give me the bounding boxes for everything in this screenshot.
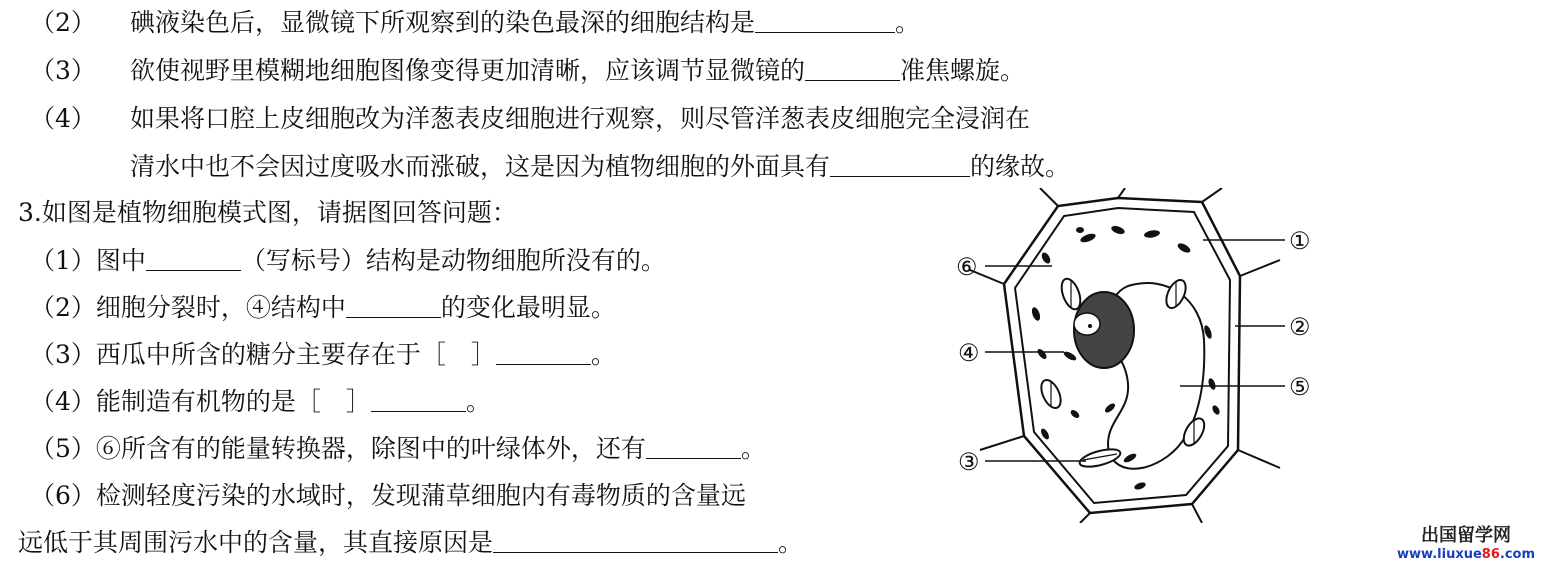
item-text: ⑥所含有的能量转换器，除图中的叶绿体外，还有 (95, 434, 646, 463)
item-text: 碘液染色后，显微镜下所观察到的染色最深的细胞结构是 (130, 8, 756, 37)
item-number: （5） (30, 434, 96, 463)
label-1: ① (1289, 227, 1311, 255)
item-number: （2） (30, 8, 96, 37)
plant-cell-diagram (940, 188, 1325, 523)
q3-item-3 (30, 338, 616, 372)
item-text: 远低于其周围污水中的含量，其直接原因是 (18, 528, 494, 557)
item-text-end: 准焦螺旋。 (900, 56, 1026, 85)
q3-item-6-cont (18, 526, 803, 560)
granule (1069, 408, 1081, 419)
item-text: 图中 (95, 246, 146, 275)
item-number: （1） (30, 246, 96, 275)
item-text-end: 。 (895, 8, 921, 37)
item-number: （4） (30, 387, 96, 416)
watermark-title: 出国留学网 (1421, 525, 1511, 546)
item-text-end: （写标号）结构是动物细胞所没有的。 (240, 246, 666, 275)
q3-title: 3.如图是植物细胞模式图，请据图回答问题： (18, 198, 517, 227)
q3-item-1 (30, 244, 666, 278)
q2-item-4 (30, 102, 1030, 136)
label-6: ⑥ (956, 253, 978, 281)
item-number: （4） (30, 104, 96, 133)
item-text-end: 。 (778, 528, 804, 557)
item-text-end: 。 (590, 340, 616, 369)
granule (1122, 452, 1137, 464)
granule (1062, 350, 1077, 362)
label-5: ⑤ (1289, 373, 1311, 401)
granule (1030, 306, 1041, 322)
granule (1039, 427, 1050, 440)
answer-blank[interactable] (805, 56, 900, 81)
url-part: .com (1499, 547, 1535, 562)
granule (1036, 347, 1048, 360)
answer-blank[interactable] (755, 8, 895, 33)
q2-item-4-cont (130, 150, 1070, 184)
granule (1211, 404, 1221, 416)
item-text: 检测轻度污染的水域时，发现蒲草细胞内有毒物质的含量远 (95, 481, 746, 510)
q2-item-3 (30, 54, 1025, 88)
chloroplast (1078, 446, 1122, 470)
q3-item-6 (30, 479, 746, 513)
granule (1176, 241, 1192, 254)
granule (1103, 402, 1116, 414)
granule (1133, 481, 1146, 491)
item-text-end: 。 (740, 434, 766, 463)
label-4: ④ (958, 339, 980, 367)
item-number: （3） (30, 340, 96, 369)
item-text-end: 。 (465, 387, 491, 416)
item-number: （2） (30, 293, 96, 322)
answer-blank[interactable] (830, 152, 970, 177)
granule (1079, 232, 1096, 244)
granule (1207, 377, 1217, 390)
q2-item-2 (30, 6, 920, 40)
item-text: 能制造有机物的是［ ］ (95, 387, 371, 416)
answer-blank[interactable] (346, 293, 441, 318)
granule (1076, 227, 1084, 233)
label-3: ③ (958, 448, 980, 476)
watermark (1397, 521, 1535, 562)
q3-item-5 (30, 432, 766, 466)
item-text: 清水中也不会因过度吸水而涨破，这是因为植物细胞的外面具有 (130, 152, 831, 181)
nucleolus-dot (1088, 324, 1092, 328)
url-part: www.liuxue (1397, 547, 1482, 562)
item-text: 西瓜中所含的糖分主要存在于［ ］ (95, 340, 496, 369)
q3-item-2 (30, 291, 616, 325)
url-number: 86 (1481, 547, 1500, 562)
q3-item-4 (30, 385, 491, 419)
item-number: （6） (30, 481, 96, 510)
answer-blank[interactable] (646, 434, 741, 459)
item-text: 细胞分裂时，④结构中 (95, 293, 346, 322)
item-text: 欲使视野里模糊地细胞图像变得更加清晰，应该调节显微镜的 (130, 56, 806, 85)
answer-blank[interactable] (493, 528, 778, 553)
watermark-url (1397, 547, 1535, 562)
item-number: （3） (30, 56, 96, 85)
item-text: 如果将口腔上皮细胞改为洋葱表皮细胞进行观察，则尽管洋葱表皮细胞完全浸润在 (130, 104, 1031, 133)
label-2: ② (1289, 313, 1311, 341)
item-text-end: 的变化最明显。 (440, 293, 616, 322)
item-text-end: 的缘故。 (970, 152, 1071, 181)
granule (1110, 224, 1126, 235)
answer-blank[interactable] (146, 246, 241, 271)
granule (1144, 229, 1161, 239)
granule (1040, 251, 1052, 265)
answer-blank[interactable] (371, 387, 466, 412)
nucleolus (1074, 313, 1100, 335)
answer-blank[interactable] (496, 340, 591, 365)
